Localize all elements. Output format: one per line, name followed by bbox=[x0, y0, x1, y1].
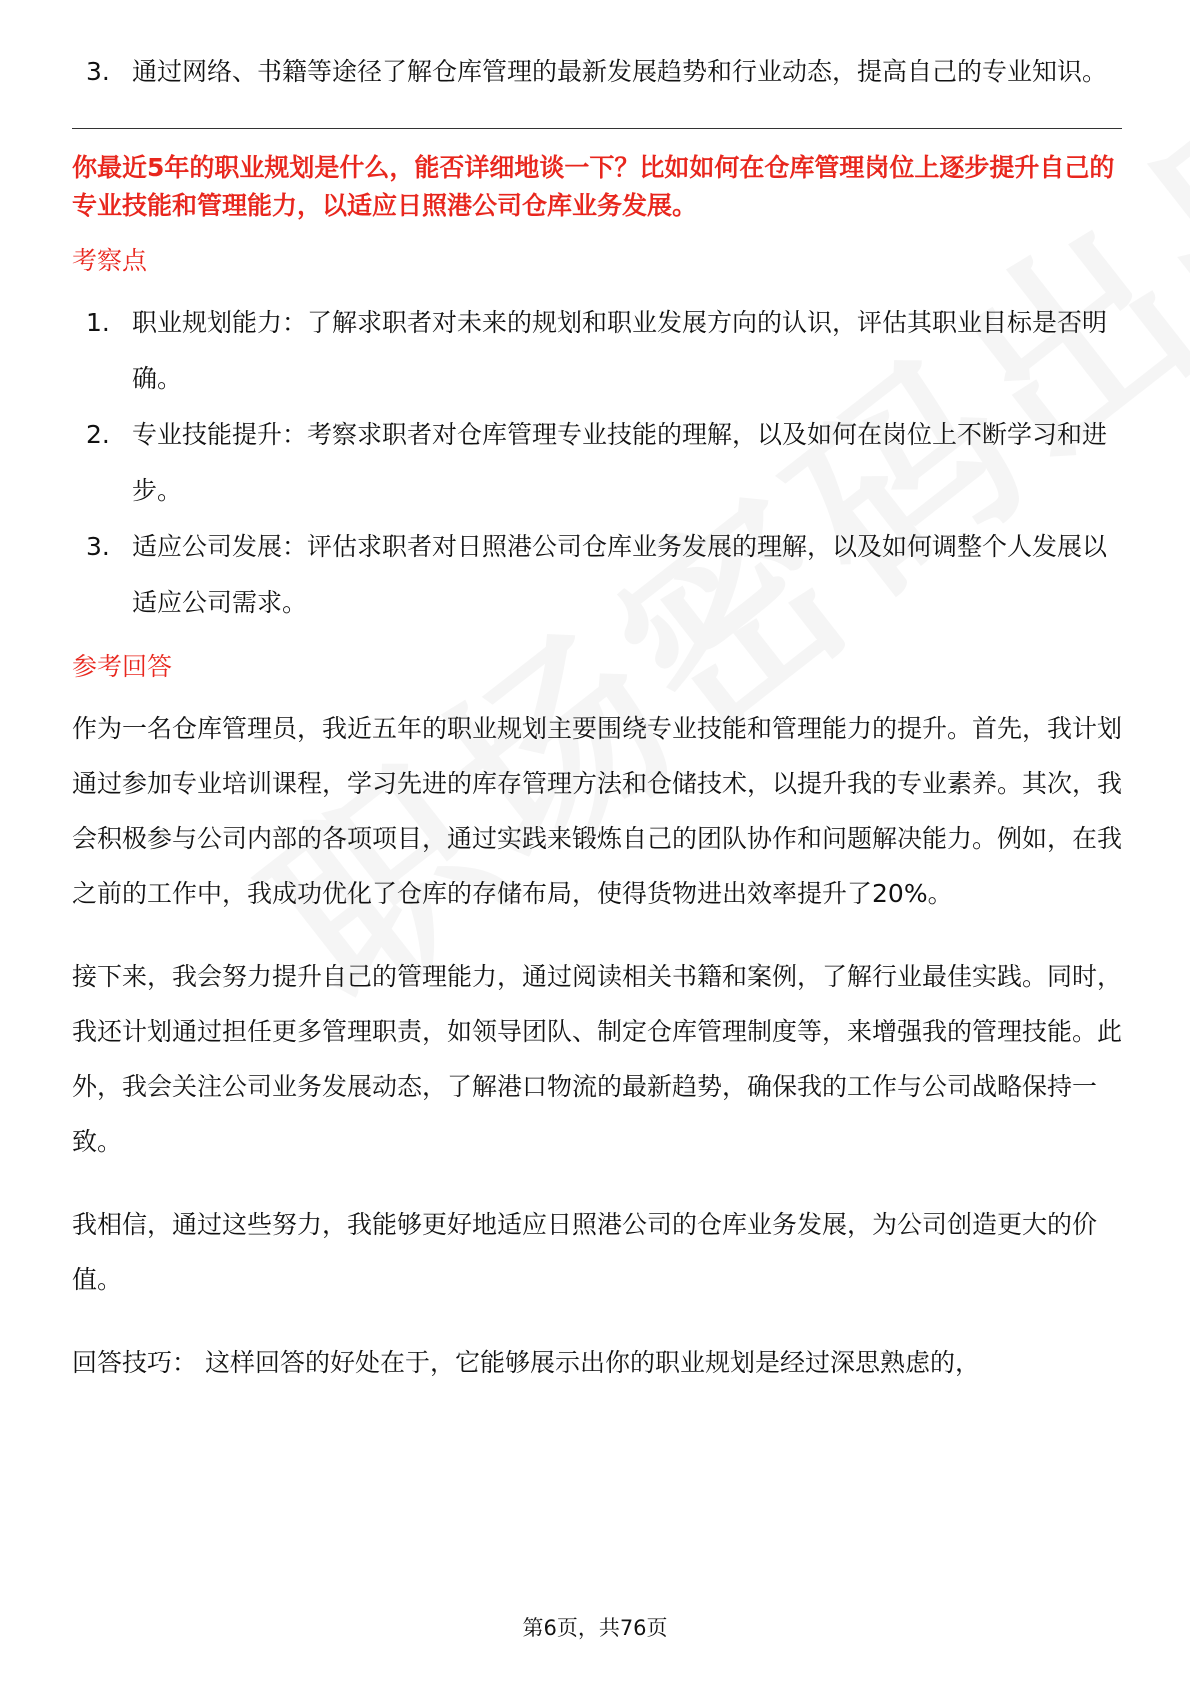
exam-points-heading: 考察点 bbox=[72, 246, 148, 275]
list-text: 职业规划能力：了解求职者对未来的规划和职业发展方向的认识，评估其职业目标是否明确。 bbox=[132, 308, 1108, 393]
section-divider bbox=[72, 128, 1122, 129]
page-content bbox=[72, 44, 1122, 1390]
list-item bbox=[72, 407, 1122, 519]
list-text: 适应公司发展：评估求职者对日照港公司仓库业务发展的理解，以及如何调整个人发展以适应公司需求。 bbox=[132, 532, 1108, 617]
list-text: 通过网络、书籍等途径了解仓库管理的最新发展趋势和行业动态，提高自己的专业知识。 bbox=[132, 57, 1108, 86]
list-number: 2. bbox=[86, 420, 110, 449]
answer-paragraph: 我相信，通过这些努力，我能够更好地适应日照港公司的仓库业务发展，为公司创造更大的价值。 bbox=[72, 1210, 1098, 1294]
answer-paragraph: 作为一名仓库管理员，我近五年的职业规划主要围绕专业技能和管理能力的提升。首先，我计划通过参加专业培训课程，学习先进的库存管理方法和仓储技术，以提升我的专业素养。其次，我会积极参与公司内部的各项项目，通过实践来锻炼自己的团队协作和问题解决能力。例如，在我之前的工作中，我成功优化了仓库的存储布局，使得货物进出效率提升了20%。 bbox=[72, 714, 1123, 908]
list-text: 专业技能提升：考察求职者对仓库管理专业技能的理解，以及如何在岗位上不断学习和进步。 bbox=[132, 420, 1108, 505]
answer-tips: 回答技巧： 这样回答的好处在于，它能够展示出你的职业规划是经过深思熟虑的， bbox=[72, 1348, 980, 1377]
reference-answer-heading: 参考回答 bbox=[72, 652, 173, 681]
list-number: 3. bbox=[86, 532, 110, 561]
list-number: 3. bbox=[86, 57, 110, 86]
list-item bbox=[72, 44, 1122, 100]
list-item bbox=[72, 519, 1122, 631]
page-number-footer: 第6页，共76页 bbox=[522, 1616, 668, 1640]
list-item bbox=[72, 295, 1122, 407]
answer-paragraph: 接下来，我会努力提升自己的管理能力，通过阅读相关书籍和案例，了解行业最佳实践。同时，我还计划通过担任更多管理职责，如领导团队、制定仓库管理制度等，来增强我的管理技能。此外，我会关注公司业务发展动态，了解港口物流的最新趋势，确保我的工作与公司战略保持一致。 bbox=[72, 962, 1123, 1156]
list-number: 1. bbox=[86, 308, 110, 337]
interview-question: 你最近5年的职业规划是什么，能否详细地谈一下？比如如何在仓库管理岗位上逐步提升自己的专业技能和管理能力，以适应日照港公司仓库业务发展。 bbox=[72, 153, 1115, 220]
